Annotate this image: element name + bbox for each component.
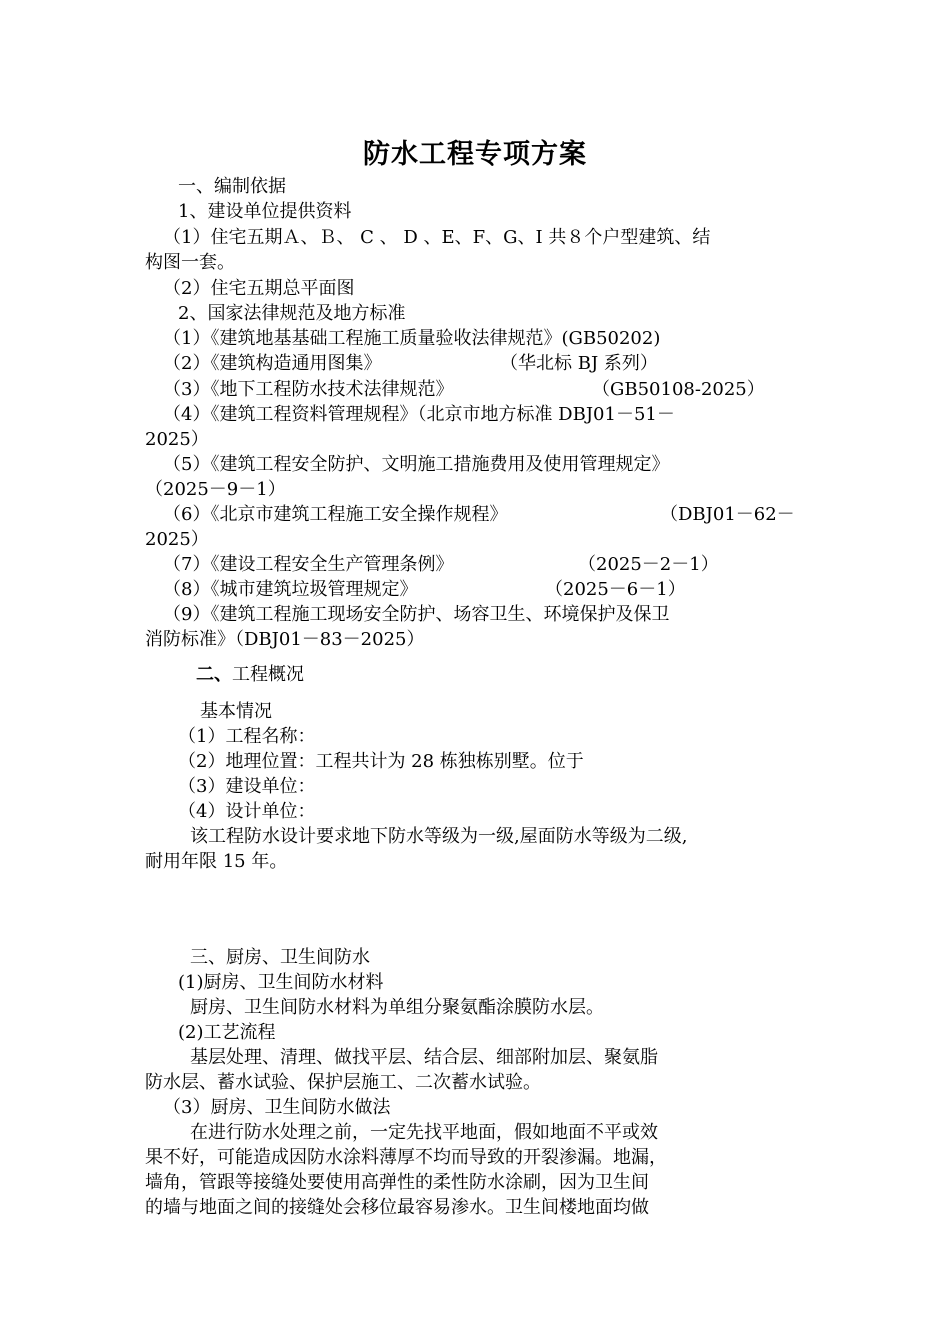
law-8-code: （2025－6－1） xyxy=(545,579,686,600)
section3-sub1-text: 厨房、卫生间防水材料为单组分聚氨酯涂膜防水层。 xyxy=(190,997,604,1018)
section2-designer: （4）设计单位： xyxy=(178,801,316,822)
section1-item1-line1: （1）住宅五期Ａ、Ｂ、 C 、 D 、E、F、G、I 共８个户型建筑、结 xyxy=(163,227,711,248)
law-6-code: （DBJ01－62－ xyxy=(660,504,795,525)
section1-heading: 一、编制依据 xyxy=(178,176,286,197)
section3-sub1: (1)厨房、卫生间防水材料 xyxy=(178,972,384,993)
law-5-line1: （5）《建筑工程安全防护、文明施工措施费用及使用管理规定》 xyxy=(163,454,670,475)
law-4-line1: （4）《建筑工程资料管理规程》（北京市地方标准 DBJ01－51－ xyxy=(163,404,675,425)
section3-sub2-line1: 基层处理、清理、做找平层、结合层、细部附加层、聚氨脂 xyxy=(190,1047,658,1068)
law-2-code: （华北标 BJ 系列） xyxy=(500,353,658,374)
section1-sub2: 2、国家法律规范及地方标准 xyxy=(178,303,406,324)
law-2-name: （2）《建筑构造通用图集》 xyxy=(163,353,382,374)
law-9-line2: 消防标准》（DBJ01－83－2025） xyxy=(145,629,425,650)
section3-sub3-line4: 的墙与地面之间的接缝处会移位最容易渗水。卫生间楼地面均做 xyxy=(145,1197,649,1218)
section2-desc-line2: 耐用年限 15 年。 xyxy=(145,851,288,872)
section2-location: （2）地理位置：工程共计为 28 栋独栋别墅。位于 xyxy=(178,751,584,772)
law-7-code: （2025－2－1） xyxy=(578,554,719,575)
law-6-name: （6）《北京市建筑工程施工安全操作规程》 xyxy=(163,504,508,525)
section3-sub2: (2)工艺流程 xyxy=(178,1022,276,1043)
law-6-line2: 2025） xyxy=(145,529,209,550)
document-title: 防水工程专项方案 xyxy=(363,139,587,170)
section2-heading-text: 工程概况 xyxy=(232,664,304,685)
section3-sub3-line2: 果不好，可能造成因防水涂料薄厚不均而导致的开裂渗漏。地漏， xyxy=(145,1147,667,1168)
law-3-code: （GB50108-2025） xyxy=(592,379,765,400)
law-7-name: （7）《建设工程安全生产管理条例》 xyxy=(163,554,454,575)
section3-sub2-line2: 防水层、蓄水试验、保护层施工、二次蓄水试验。 xyxy=(145,1072,541,1093)
section2-desc-line1: 该工程防水设计要求地下防水等级为一级,屋面防水等级为二级, xyxy=(190,826,688,847)
section2-client: （3）建设单位： xyxy=(178,776,316,797)
section1-item1-line2: 构图一套。 xyxy=(145,252,235,273)
section2-heading xyxy=(196,663,304,687)
section1-item2: （2）住宅五期总平面图 xyxy=(163,278,355,299)
section1-sub1: 1、建设单位提供资料 xyxy=(178,201,352,222)
section2-project-name: （1）工程名称： xyxy=(178,726,316,747)
law-9-line1: （9）《建筑工程施工现场安全防护、场容卫生、环境保护及保卫 xyxy=(163,604,670,625)
section2-basic: 基本情况 xyxy=(200,701,272,722)
law-4-line2: 2025） xyxy=(145,429,209,450)
section3-sub3: （3）厨房、卫生间防水做法 xyxy=(163,1097,391,1118)
law-1: （1）《建筑地基基础工程施工质量验收法律规范》(GB50202) xyxy=(163,328,661,349)
section2-heading-number: 二、 xyxy=(196,664,232,685)
section3-heading: 三、厨房、卫生间防水 xyxy=(190,947,370,968)
law-8-name: （8）《城市建筑垃圾管理规定》 xyxy=(163,579,418,600)
section3-sub3-line1: 在进行防水处理之前，一定先找平地面，假如地面不平或效 xyxy=(190,1122,658,1143)
law-5-line2: （2025－9－1） xyxy=(145,479,286,500)
section3-sub3-line3: 墙角，管跟等接缝处要使用高弹性的柔性防水涂刷，因为卫生间 xyxy=(145,1172,649,1193)
law-3-name: （3）《地下工程防水技术法律规范》 xyxy=(163,379,454,400)
